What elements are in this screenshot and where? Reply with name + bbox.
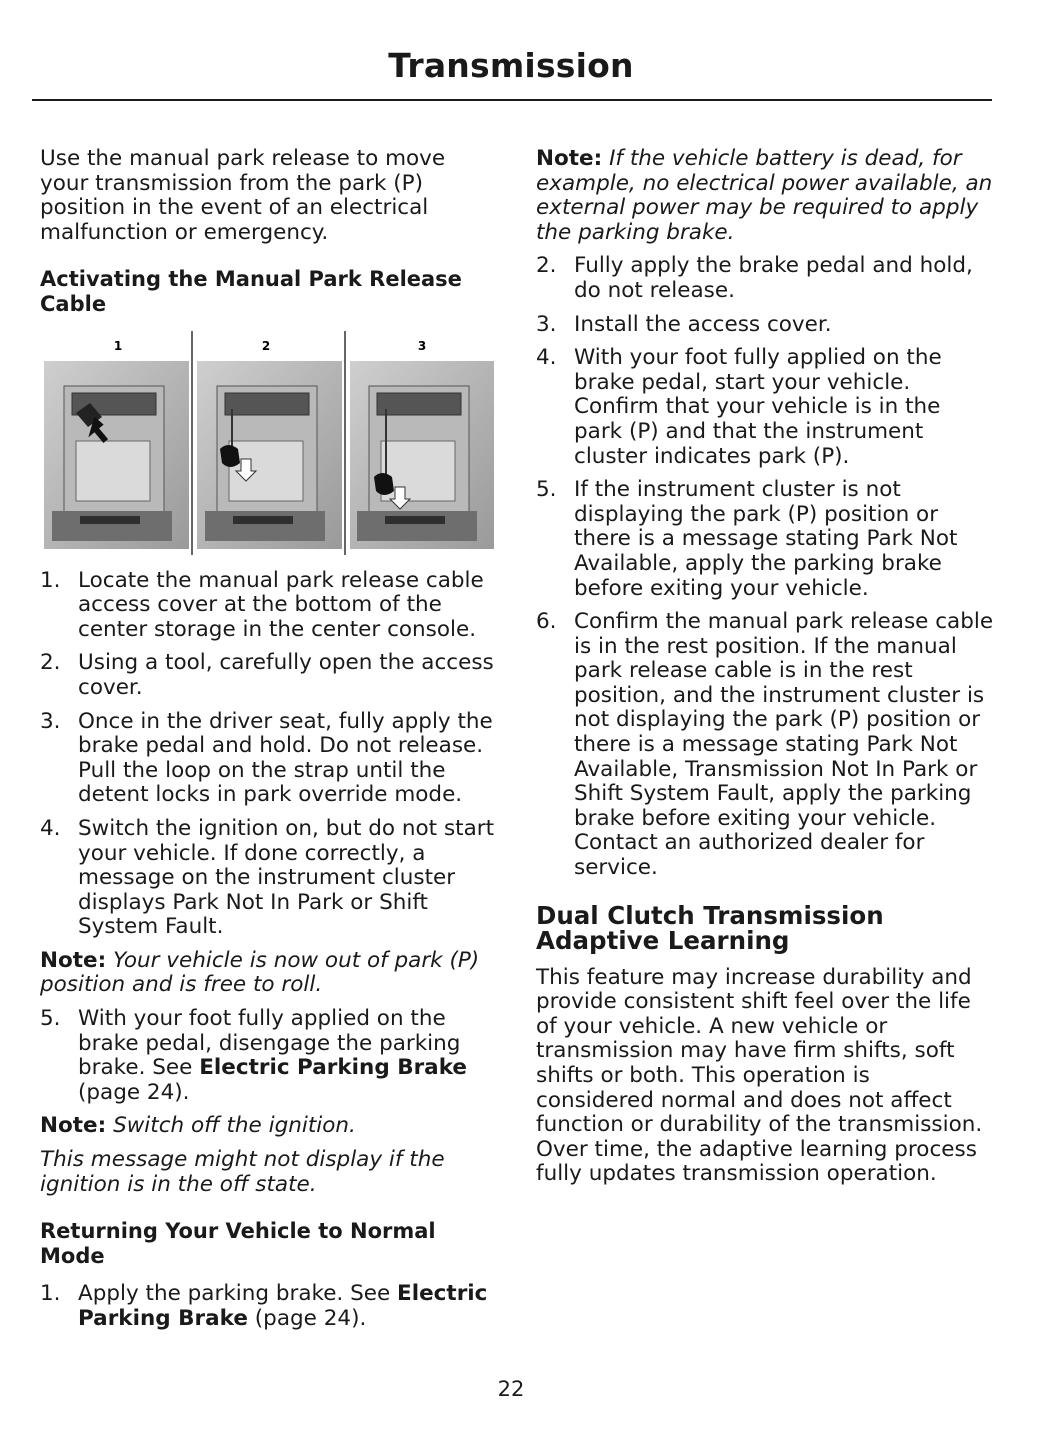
list-item: 1. Locate the manual park release cable access cover at the bottom of the center storage in the center console. xyxy=(40,567,484,642)
note-off-state: This message might not display if the ignition is in the off state. xyxy=(40,1147,445,1197)
dct-paragraph: This feature may increase durability and provide consistent shift feel over the life of your vehicle. A new vehicle or transmission may have firm shifts, soft shifts or both. This operation is considered normal and does not affect function or durability of the transmission. Over time, the adaptive learning process fully updates transmission operation. xyxy=(536,964,983,1187)
right-column xyxy=(536,147,994,1187)
header-rule xyxy=(32,99,992,101)
panel-1 xyxy=(44,361,189,549)
left-column xyxy=(40,147,498,1341)
note-battery-dead: Note: If the vehicle battery is dead, for example, no electrical power available, an external power may be required to apply the parking brake. xyxy=(536,146,993,245)
panel-label-1: 1 xyxy=(113,338,123,353)
park-release-illustration xyxy=(42,331,494,555)
panel-label-3: 3 xyxy=(417,338,427,353)
steps-list-returning xyxy=(40,1282,498,1331)
heading-dct: Dual Clutch Transmission Adaptive Learning xyxy=(536,900,884,955)
heading-returning: Returning Your Vehicle to Normal Mode xyxy=(40,1219,436,1268)
list-item: 2. Fully apply the brake pedal and hold, do not release. xyxy=(536,253,973,303)
list-item: 6. Confirm the manual park release cable is in the rest position. If the manual park release cable is in the rest position, and the instrument cluster is not displaying the park (P) position or there is a message stating Park Not Available, Transmission Not In Park or Shift System Fault, apply the parking brake before exiting your vehicle. Contact an authorized dealer for service. xyxy=(536,609,994,881)
list-item: 4. Switch the ignition on, but do not start your vehicle. If done correctly, a message on the instrument cluster displays Park Not In Park or Shift System Fault. xyxy=(40,815,495,940)
panel-label-2: 2 xyxy=(261,338,271,353)
list-item: 2. Using a tool, carefully open the access cover. xyxy=(40,650,494,700)
steps-list-b xyxy=(40,1007,498,1105)
hand-icon xyxy=(220,445,240,467)
page-title: Transmission xyxy=(388,46,634,85)
list-item: 1. Apply the parking brake. See Electric Parking Brake (page 24). xyxy=(40,1281,488,1331)
heading-activating: Activating the Manual Park Release Cable xyxy=(40,267,462,316)
panel-2 xyxy=(197,361,342,549)
page-number: 22 xyxy=(497,1377,525,1401)
illustration-svg xyxy=(42,331,494,555)
electric-parking-brake-link[interactable]: Electric Parking Brake xyxy=(199,1055,467,1081)
list-item: 4. With your foot fully applied on the brake pedal, start your vehicle. Confirm that your vehicle is in the park (P) and that the instrument cluster indicates park (P). xyxy=(536,345,942,469)
list-item: 3. Once in the driver seat, fully apply the brake pedal and hold. Do not release. Pull the loop on the strap until the detent locks in park override mode. xyxy=(40,708,493,808)
electric-parking-brake-link[interactable]: Electric Parking Brake xyxy=(78,1281,488,1331)
list-item: 5. With your foot fully applied on the brake pedal, disengage the parking brake. See Electric Parking Brake (page 24). xyxy=(40,1006,467,1105)
panel-3 xyxy=(350,361,494,549)
note-out-of-park: Note: Your vehicle is now out of park (P) position and is free to roll. xyxy=(40,947,480,998)
intro-paragraph: Use the manual park release to move your transmission from the park (P) position in the event of an electrical malfunction or emergency. xyxy=(40,146,446,245)
steps-list-right xyxy=(536,254,994,880)
hand-icon xyxy=(374,473,394,495)
note-switch-off: Note: Switch off the ignition. xyxy=(40,1113,356,1139)
list-item: 3. Install the access cover. xyxy=(536,311,832,337)
list-item: 5. If the instrument cluster is not displaying the park (P) position or there is a message stating Park Not Available, apply the parking brake before exiting your vehicle. xyxy=(536,477,958,601)
steps-list-a xyxy=(40,569,498,940)
